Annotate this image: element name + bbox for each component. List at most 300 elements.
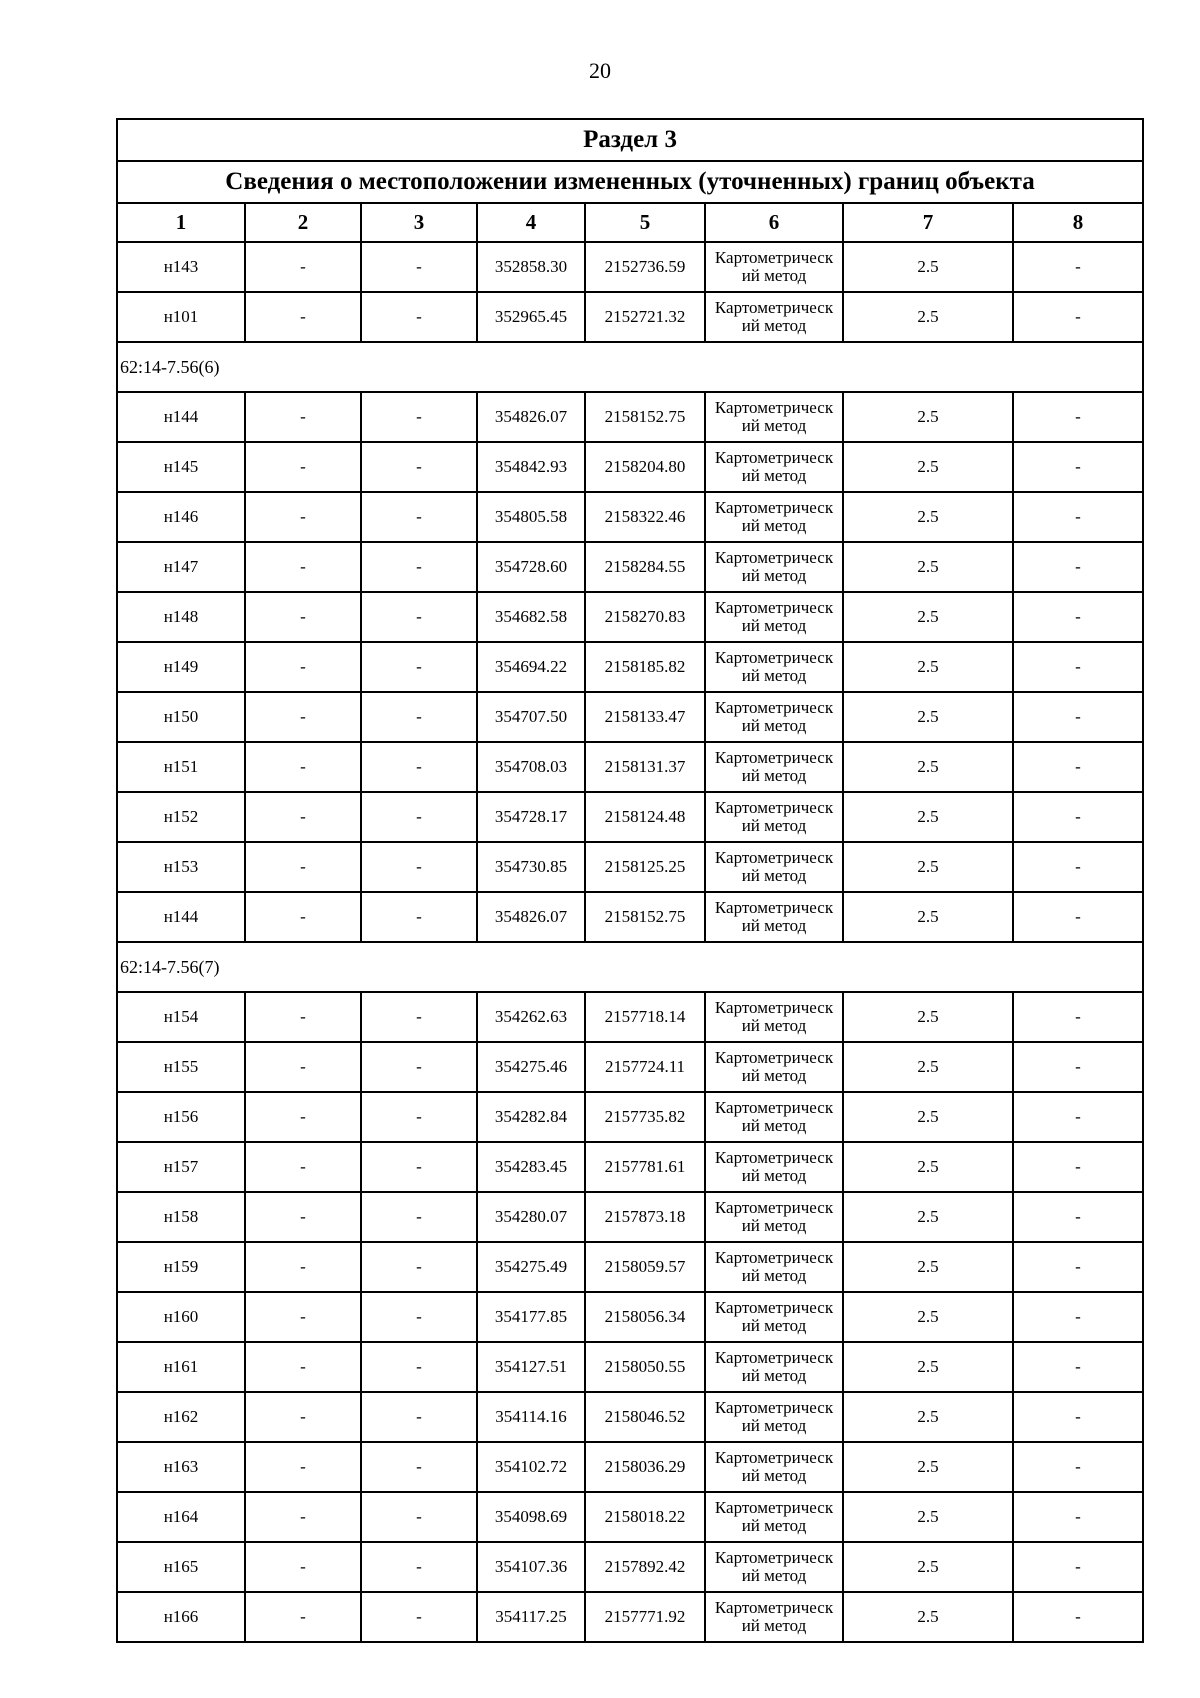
method-text-line: ий метод — [741, 616, 807, 635]
col3-cell: - — [361, 1292, 477, 1342]
method-text-line: Картометрическ — [714, 1348, 834, 1367]
x-coordinate-cell: 354275.49 — [477, 1242, 585, 1292]
point-id-cell: н162 — [117, 1392, 245, 1442]
x-coordinate-cell: 354708.03 — [477, 742, 585, 792]
accuracy-cell: 2.5 — [843, 1492, 1013, 1542]
point-id-cell: н144 — [117, 392, 245, 442]
col2-cell: - — [245, 692, 361, 742]
col8-cell: - — [1013, 392, 1143, 442]
column-number: 2 — [245, 203, 361, 242]
x-coordinate-cell: 354707.50 — [477, 692, 585, 742]
y-coordinate-cell: 2158204.80 — [585, 442, 705, 492]
method-text-line: ий метод — [741, 1316, 807, 1335]
column-number: 6 — [705, 203, 843, 242]
y-coordinate-cell: 2158284.55 — [585, 542, 705, 592]
accuracy-cell: 2.5 — [843, 642, 1013, 692]
accuracy-cell: 2.5 — [843, 792, 1013, 842]
method-text-line: ий метод — [741, 1266, 807, 1285]
method-text-line: ий метод — [741, 1616, 807, 1635]
x-coordinate-cell: 354805.58 — [477, 492, 585, 542]
col3-cell: - — [361, 742, 477, 792]
method-cell — [705, 592, 843, 642]
col3-cell: - — [361, 1242, 477, 1292]
x-coordinate-cell: 354107.36 — [477, 1542, 585, 1592]
method-text-line: Картометрическ — [714, 498, 834, 517]
method-cell — [705, 1242, 843, 1292]
method-text-line: Картометрическ — [714, 1598, 834, 1617]
col3-cell: - — [361, 392, 477, 442]
table-row — [117, 1192, 1143, 1242]
x-coordinate-cell: 354177.85 — [477, 1292, 585, 1342]
accuracy-cell: 2.5 — [843, 842, 1013, 892]
table-body — [117, 119, 1143, 1642]
group-row — [117, 342, 1143, 392]
col8-cell: - — [1013, 1292, 1143, 1342]
x-coordinate-cell: 352858.30 — [477, 242, 585, 292]
table-row — [117, 442, 1143, 492]
col2-cell: - — [245, 842, 361, 892]
method-text-line: ий метод — [741, 566, 807, 585]
method-text-line: Картометрическ — [714, 1448, 834, 1467]
method-text-line: Картометрическ — [714, 848, 834, 867]
accuracy-cell: 2.5 — [843, 1192, 1013, 1242]
x-coordinate-cell: 354728.60 — [477, 542, 585, 592]
method-text-line: ий метод — [741, 1016, 807, 1035]
col2-cell: - — [245, 1142, 361, 1192]
table-row — [117, 492, 1143, 542]
method-text-line: Картометрическ — [714, 998, 834, 1017]
group-label: 62:14-7.56(7) — [117, 942, 1143, 992]
point-id-cell: н156 — [117, 1092, 245, 1142]
col8-cell: - — [1013, 1492, 1143, 1542]
x-coordinate-cell: 354262.63 — [477, 992, 585, 1042]
col2-cell: - — [245, 1442, 361, 1492]
accuracy-cell: 2.5 — [843, 1142, 1013, 1192]
table-row — [117, 642, 1143, 692]
y-coordinate-cell: 2157873.18 — [585, 1192, 705, 1242]
method-text-line: Картометрическ — [714, 798, 834, 817]
method-cell — [705, 1192, 843, 1242]
y-coordinate-cell: 2152721.32 — [585, 292, 705, 342]
table-row — [117, 1342, 1143, 1392]
col8-cell: - — [1013, 442, 1143, 492]
y-coordinate-cell: 2158059.57 — [585, 1242, 705, 1292]
method-cell — [705, 242, 843, 292]
point-id-cell: н165 — [117, 1542, 245, 1592]
col3-cell: - — [361, 1042, 477, 1092]
col3-cell: - — [361, 892, 477, 942]
col2-cell: - — [245, 1192, 361, 1242]
y-coordinate-cell: 2157724.11 — [585, 1042, 705, 1092]
method-text-line: ий метод — [741, 266, 807, 285]
accuracy-cell: 2.5 — [843, 1542, 1013, 1592]
accuracy-cell: 2.5 — [843, 992, 1013, 1042]
accuracy-cell: 2.5 — [843, 692, 1013, 742]
x-coordinate-cell: 354826.07 — [477, 892, 585, 942]
table-row — [117, 242, 1143, 292]
x-coordinate-cell: 354275.46 — [477, 1042, 585, 1092]
point-id-cell: н146 — [117, 492, 245, 542]
method-text-line: ий метод — [741, 716, 807, 735]
method-text-line: ий метод — [741, 416, 807, 435]
y-coordinate-cell: 2158152.75 — [585, 392, 705, 442]
method-text-line: Картометрическ — [714, 1548, 834, 1567]
col8-cell: - — [1013, 642, 1143, 692]
col8-cell: - — [1013, 1442, 1143, 1492]
col3-cell: - — [361, 1392, 477, 1442]
method-text-line: ий метод — [741, 1116, 807, 1135]
point-id-cell: н159 — [117, 1242, 245, 1292]
accuracy-cell: 2.5 — [843, 1242, 1013, 1292]
col8-cell: - — [1013, 792, 1143, 842]
table-row — [117, 742, 1143, 792]
table-row — [117, 842, 1143, 892]
table-row — [117, 1392, 1143, 1442]
point-id-cell: н153 — [117, 842, 245, 892]
y-coordinate-cell: 2157718.14 — [585, 992, 705, 1042]
method-cell — [705, 992, 843, 1042]
method-cell — [705, 1542, 843, 1592]
method-text-line: ий метод — [741, 666, 807, 685]
method-text-line: Картометрическ — [714, 698, 834, 717]
col8-cell: - — [1013, 592, 1143, 642]
col3-cell: - — [361, 792, 477, 842]
accuracy-cell: 2.5 — [843, 492, 1013, 542]
y-coordinate-cell: 2158322.46 — [585, 492, 705, 542]
col8-cell: - — [1013, 692, 1143, 742]
table-row — [117, 892, 1143, 942]
accuracy-cell: 2.5 — [843, 1092, 1013, 1142]
boundary-table — [116, 118, 1144, 1643]
method-text-line: ий метод — [741, 766, 807, 785]
section-title-row — [117, 119, 1143, 161]
method-cell — [705, 742, 843, 792]
y-coordinate-cell: 2158125.25 — [585, 842, 705, 892]
col8-cell: - — [1013, 1542, 1143, 1592]
point-id-cell: н149 — [117, 642, 245, 692]
table-row — [117, 692, 1143, 742]
x-coordinate-cell: 352965.45 — [477, 292, 585, 342]
y-coordinate-cell: 2158133.47 — [585, 692, 705, 742]
method-cell — [705, 892, 843, 942]
table-row — [117, 1042, 1143, 1092]
method-cell — [705, 1592, 843, 1642]
col8-cell: - — [1013, 1192, 1143, 1242]
y-coordinate-cell: 2158050.55 — [585, 1342, 705, 1392]
column-number: 5 — [585, 203, 705, 242]
col2-cell: - — [245, 592, 361, 642]
y-coordinate-cell: 2158018.22 — [585, 1492, 705, 1542]
y-coordinate-cell: 2157771.92 — [585, 1592, 705, 1642]
y-coordinate-cell: 2158046.52 — [585, 1392, 705, 1442]
point-id-cell: н154 — [117, 992, 245, 1042]
method-text-line: ий метод — [741, 1466, 807, 1485]
col8-cell: - — [1013, 542, 1143, 592]
col3-cell: - — [361, 1442, 477, 1492]
method-cell — [705, 1492, 843, 1542]
col3-cell: - — [361, 292, 477, 342]
col3-cell: - — [361, 1342, 477, 1392]
x-coordinate-cell: 354730.85 — [477, 842, 585, 892]
col2-cell: - — [245, 992, 361, 1042]
col3-cell: - — [361, 1142, 477, 1192]
method-text-line: Картометрическ — [714, 1098, 834, 1117]
method-cell — [705, 692, 843, 742]
col2-cell: - — [245, 742, 361, 792]
table-row — [117, 1442, 1143, 1492]
x-coordinate-cell: 354114.16 — [477, 1392, 585, 1442]
method-text-line: ий метод — [741, 1216, 807, 1235]
point-id-cell: н166 — [117, 1592, 245, 1642]
column-number: 3 — [361, 203, 477, 242]
col2-cell: - — [245, 392, 361, 442]
x-coordinate-cell: 354102.72 — [477, 1442, 585, 1492]
col2-cell: - — [245, 542, 361, 592]
col3-cell: - — [361, 1542, 477, 1592]
method-cell — [705, 1042, 843, 1092]
table-row — [117, 392, 1143, 442]
accuracy-cell: 2.5 — [843, 1042, 1013, 1092]
point-id-cell: н160 — [117, 1292, 245, 1342]
col2-cell: - — [245, 1292, 361, 1342]
accuracy-cell: 2.5 — [843, 1392, 1013, 1442]
y-coordinate-cell: 2158152.75 — [585, 892, 705, 942]
col8-cell: - — [1013, 1092, 1143, 1142]
x-coordinate-cell: 354842.93 — [477, 442, 585, 492]
accuracy-cell: 2.5 — [843, 392, 1013, 442]
method-text-line: Картометрическ — [714, 1398, 834, 1417]
method-text-line: Картометрическ — [714, 748, 834, 767]
accuracy-cell: 2.5 — [843, 892, 1013, 942]
x-coordinate-cell: 354283.45 — [477, 1142, 585, 1192]
accuracy-cell: 2.5 — [843, 1342, 1013, 1392]
column-number: 7 — [843, 203, 1013, 242]
accuracy-cell: 2.5 — [843, 1292, 1013, 1342]
point-id-cell: н152 — [117, 792, 245, 842]
method-cell — [705, 1392, 843, 1442]
point-id-cell: н147 — [117, 542, 245, 592]
table-row — [117, 1142, 1143, 1192]
method-cell — [705, 292, 843, 342]
col3-cell: - — [361, 1592, 477, 1642]
method-cell — [705, 492, 843, 542]
col2-cell: - — [245, 492, 361, 542]
col2-cell: - — [245, 1042, 361, 1092]
accuracy-cell: 2.5 — [843, 542, 1013, 592]
method-cell — [705, 542, 843, 592]
x-coordinate-cell: 354682.58 — [477, 592, 585, 642]
group-row — [117, 942, 1143, 992]
col8-cell: - — [1013, 1042, 1143, 1092]
method-text-line: Картометрическ — [714, 1048, 834, 1067]
method-cell — [705, 1442, 843, 1492]
column-number: 4 — [477, 203, 585, 242]
point-id-cell: н148 — [117, 592, 245, 642]
point-id-cell: н155 — [117, 1042, 245, 1092]
method-text-line: ий метод — [741, 866, 807, 885]
x-coordinate-cell: 354280.07 — [477, 1192, 585, 1242]
y-coordinate-cell: 2152736.59 — [585, 242, 705, 292]
point-id-cell: н145 — [117, 442, 245, 492]
col2-cell: - — [245, 292, 361, 342]
col3-cell: - — [361, 1092, 477, 1142]
method-cell — [705, 442, 843, 492]
col8-cell: - — [1013, 992, 1143, 1042]
method-text-line: ий метод — [741, 1416, 807, 1435]
point-id-cell: н151 — [117, 742, 245, 792]
y-coordinate-cell: 2157781.61 — [585, 1142, 705, 1192]
col8-cell: - — [1013, 1342, 1143, 1392]
method-text-line: Картометрическ — [714, 598, 834, 617]
x-coordinate-cell: 354127.51 — [477, 1342, 585, 1392]
point-id-cell: н150 — [117, 692, 245, 742]
col3-cell: - — [361, 1492, 477, 1542]
point-id-cell: н164 — [117, 1492, 245, 1542]
col2-cell: - — [245, 792, 361, 842]
y-coordinate-cell: 2158270.83 — [585, 592, 705, 642]
method-text-line: ий метод — [741, 466, 807, 485]
method-text-line: Картометрическ — [714, 1198, 834, 1217]
method-text-line: Картометрическ — [714, 1498, 834, 1517]
col8-cell: - — [1013, 492, 1143, 542]
col3-cell: - — [361, 842, 477, 892]
col3-cell: - — [361, 242, 477, 292]
group-label: 62:14-7.56(6) — [117, 342, 1143, 392]
method-text-line: Картометрическ — [714, 248, 834, 267]
y-coordinate-cell: 2157892.42 — [585, 1542, 705, 1592]
method-text-line: ий метод — [741, 516, 807, 535]
method-text-line: Картометрическ — [714, 1248, 834, 1267]
section-subtitle-row — [117, 161, 1143, 203]
accuracy-cell: 2.5 — [843, 242, 1013, 292]
x-coordinate-cell: 354826.07 — [477, 392, 585, 442]
column-number: 8 — [1013, 203, 1143, 242]
method-cell — [705, 1342, 843, 1392]
method-text-line: Картометрическ — [714, 548, 834, 567]
col2-cell: - — [245, 1342, 361, 1392]
col3-cell: - — [361, 492, 477, 542]
table-row — [117, 792, 1143, 842]
y-coordinate-cell: 2158056.34 — [585, 1292, 705, 1342]
method-cell — [705, 1292, 843, 1342]
col2-cell: - — [245, 1492, 361, 1542]
point-id-cell: н157 — [117, 1142, 245, 1192]
col2-cell: - — [245, 1592, 361, 1642]
col2-cell: - — [245, 1542, 361, 1592]
method-text-line: ий метод — [741, 1066, 807, 1085]
method-text-line: Картометрическ — [714, 298, 834, 317]
x-coordinate-cell: 354098.69 — [477, 1492, 585, 1542]
accuracy-cell: 2.5 — [843, 292, 1013, 342]
method-text-line: Картометрическ — [714, 648, 834, 667]
col2-cell: - — [245, 892, 361, 942]
y-coordinate-cell: 2157735.82 — [585, 1092, 705, 1142]
col2-cell: - — [245, 642, 361, 692]
table-row — [117, 1492, 1143, 1542]
method-text-line: Картометрическ — [714, 448, 834, 467]
col2-cell: - — [245, 1242, 361, 1292]
col3-cell: - — [361, 542, 477, 592]
point-id-cell: н101 — [117, 292, 245, 342]
col8-cell: - — [1013, 742, 1143, 792]
x-coordinate-cell: 354282.84 — [477, 1092, 585, 1142]
col8-cell: - — [1013, 1392, 1143, 1442]
method-cell — [705, 1092, 843, 1142]
method-text-line: ий метод — [741, 1516, 807, 1535]
table-row — [117, 992, 1143, 1042]
col3-cell: - — [361, 992, 477, 1042]
col8-cell: - — [1013, 1242, 1143, 1292]
point-id-cell: н163 — [117, 1442, 245, 1492]
method-text-line: Картометрическ — [714, 898, 834, 917]
table-row — [117, 542, 1143, 592]
method-text-line: Картометрическ — [714, 398, 834, 417]
method-text-line: ий метод — [741, 916, 807, 935]
column-number: 1 — [117, 203, 245, 242]
y-coordinate-cell: 2158036.29 — [585, 1442, 705, 1492]
table-row — [117, 1292, 1143, 1342]
accuracy-cell: 2.5 — [843, 1442, 1013, 1492]
method-cell — [705, 392, 843, 442]
col8-cell: - — [1013, 1142, 1143, 1192]
col3-cell: - — [361, 642, 477, 692]
col2-cell: - — [245, 1092, 361, 1142]
col2-cell: - — [245, 242, 361, 292]
method-text-line: ий метод — [741, 816, 807, 835]
col3-cell: - — [361, 442, 477, 492]
method-text-line: ий метод — [741, 316, 807, 335]
page-number: 20 — [589, 58, 611, 83]
x-coordinate-cell: 354694.22 — [477, 642, 585, 692]
accuracy-cell: 2.5 — [843, 742, 1013, 792]
col2-cell: - — [245, 442, 361, 492]
point-id-cell: н144 — [117, 892, 245, 942]
table-row — [117, 1092, 1143, 1142]
col3-cell: - — [361, 692, 477, 742]
method-text-line: ий метод — [741, 1166, 807, 1185]
col8-cell: - — [1013, 892, 1143, 942]
table-row — [117, 292, 1143, 342]
y-coordinate-cell: 2158124.48 — [585, 792, 705, 842]
method-cell — [705, 842, 843, 892]
method-cell — [705, 792, 843, 842]
table-row — [117, 1242, 1143, 1292]
section-subtitle: Сведения о местоположении измененных (уточненных) границ объекта — [117, 161, 1143, 203]
table-row — [117, 592, 1143, 642]
method-cell — [705, 642, 843, 692]
accuracy-cell: 2.5 — [843, 592, 1013, 642]
x-coordinate-cell: 354728.17 — [477, 792, 585, 842]
accuracy-cell: 2.5 — [843, 442, 1013, 492]
col8-cell: - — [1013, 842, 1143, 892]
method-text-line: Картометрическ — [714, 1148, 834, 1167]
point-id-cell: н158 — [117, 1192, 245, 1242]
section-title: Раздел 3 — [117, 119, 1143, 161]
col8-cell: - — [1013, 1592, 1143, 1642]
col2-cell: - — [245, 1392, 361, 1442]
column-number-row — [117, 203, 1143, 242]
point-id-cell: н161 — [117, 1342, 245, 1392]
col3-cell: - — [361, 1192, 477, 1242]
col8-cell: - — [1013, 292, 1143, 342]
table-row — [117, 1592, 1143, 1642]
y-coordinate-cell: 2158131.37 — [585, 742, 705, 792]
col3-cell: - — [361, 592, 477, 642]
col8-cell: - — [1013, 242, 1143, 292]
method-cell — [705, 1142, 843, 1192]
accuracy-cell: 2.5 — [843, 1592, 1013, 1642]
method-text-line: Картометрическ — [714, 1298, 834, 1317]
